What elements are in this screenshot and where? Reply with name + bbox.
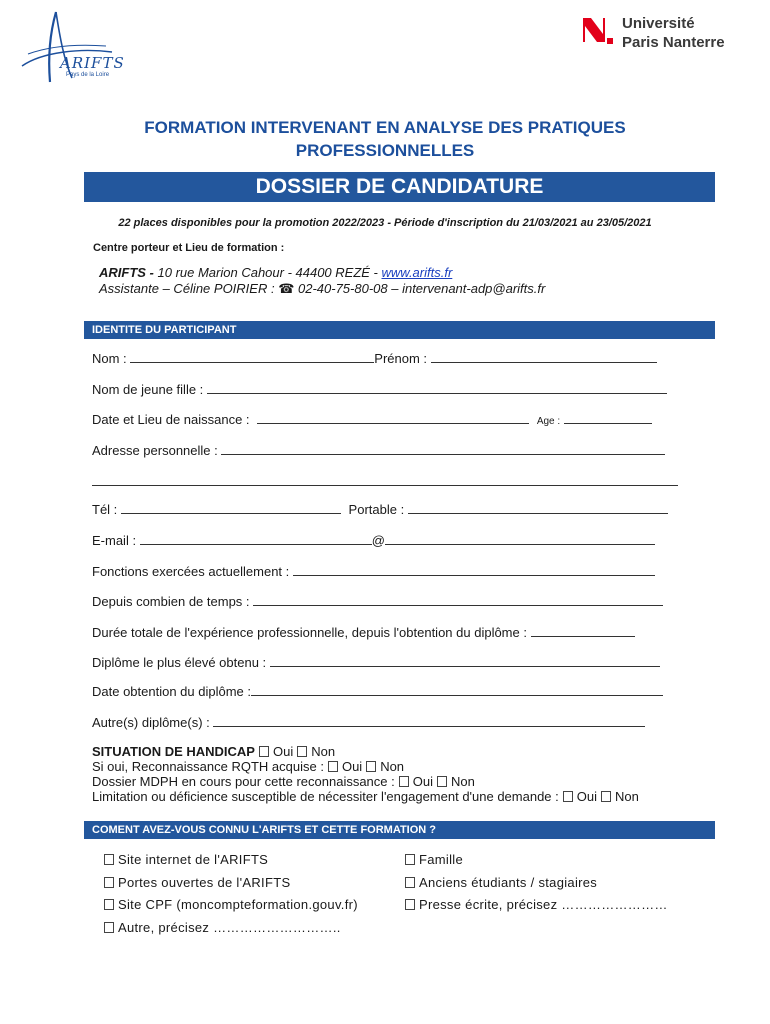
email-at: @ [371, 533, 385, 548]
portable-label: Portable : [348, 502, 405, 517]
email-field-domain[interactable] [385, 534, 655, 545]
handicap-non-label: Non [311, 744, 336, 759]
rqth-non-checkbox[interactable] [366, 761, 376, 772]
mdph-oui-label: Oui [412, 774, 433, 789]
diplome-row [92, 655, 660, 670]
title-line-2: PROFESSIONNELLES [295, 141, 475, 160]
depuis-label: Depuis combien de temps : [92, 594, 250, 609]
option-portes-ouvertes[interactable] [100, 875, 290, 890]
option-label: Site internet de l'ARIFTS [118, 852, 269, 867]
option-checkbox[interactable] [405, 899, 415, 910]
option-label: Portes ouvertes de l'ARIFTS [118, 875, 291, 890]
centre-address-line [99, 265, 452, 280]
date-diplome-label: Date obtention du diplôme : [92, 684, 251, 699]
centre-name: ARIFTS - [99, 265, 158, 280]
title-line-1: FORMATION INTERVENANT EN ANALYSE DES PRATIQUES [144, 118, 626, 137]
nom-jeune-fille-row [92, 382, 667, 397]
university-name [622, 14, 725, 52]
mdph-oui-checkbox[interactable] [399, 776, 409, 787]
arifts-wordmark: ARIFTS [60, 54, 125, 72]
nom-field[interactable] [130, 352, 374, 363]
handicap-oui-checkbox[interactable] [259, 746, 269, 757]
option-checkbox[interactable] [104, 899, 114, 910]
adresse-field[interactable] [221, 444, 665, 455]
option-checkbox[interactable] [104, 922, 114, 933]
tel-row [92, 502, 668, 517]
option-site-cpf[interactable] [100, 897, 358, 912]
website-link[interactable]: www.arifts.fr [381, 265, 453, 280]
option-presse[interactable] [401, 897, 668, 912]
email-label: E-mail : [92, 533, 137, 548]
option-checkbox[interactable] [405, 854, 415, 865]
option-checkbox[interactable] [104, 877, 114, 888]
phone-icon: ☎ [278, 281, 295, 296]
option-label: Autre, précisez ……………………….. [118, 920, 341, 935]
adresse-label: Adresse personnelle : [92, 443, 218, 458]
phone-email: 02-40-75-80-08 – intervenant-adp@arifts.fr [294, 281, 546, 296]
option-checkbox[interactable] [405, 877, 415, 888]
university-logo-icon [583, 16, 615, 46]
fonctions-row [92, 564, 655, 579]
autres-diplomes-field[interactable] [213, 716, 645, 727]
naissance-row [92, 412, 652, 427]
nom-label: Nom : [92, 351, 127, 366]
rqth-oui-checkbox[interactable] [328, 761, 338, 772]
limitation-row [92, 790, 639, 804]
nom-row [92, 351, 657, 366]
assistant-name: Assistante – Céline POIRIER : [99, 281, 279, 296]
adresse-row-2 [92, 474, 678, 489]
age-field[interactable] [564, 413, 652, 424]
centre-label: Centre porteur et Lieu de formation : [93, 242, 285, 254]
option-famille[interactable] [401, 852, 463, 867]
nom-jeune-fille-label: Nom de jeune fille : [92, 382, 204, 397]
handicap-row [92, 745, 335, 759]
option-label: Site CPF (moncompteformation.gouv.fr) [118, 897, 358, 912]
option-autre[interactable] [100, 920, 341, 935]
autres-diplomes-row [92, 715, 645, 730]
adresse-row [92, 443, 665, 458]
tel-field[interactable] [121, 503, 341, 514]
section-identite: IDENTITE DU PARTICIPANT [84, 321, 715, 339]
duree-row [92, 625, 635, 640]
prenom-label: Prénom : [374, 351, 428, 366]
option-checkbox[interactable] [104, 854, 114, 865]
option-label: Famille [419, 852, 463, 867]
limitation-non-label: Non [615, 789, 639, 804]
limitation-label: Limitation ou déficience susceptible de nécessiter l'engagement d'une demande : [92, 789, 559, 804]
places-info: 22 places disponibles pour la promotion 2022/2023 - Période d'inscription du 21/03/2021 au 23/05/2021 [118, 217, 652, 229]
option-anciens-etudiants[interactable] [401, 875, 597, 890]
arifts-region: Pays de la Loire [66, 72, 110, 78]
mdph-label: Dossier MDPH en cours pour cette reconnaissance : [92, 774, 395, 789]
university-line1: Université [622, 15, 695, 32]
assistant-line [99, 281, 545, 297]
email-row [92, 533, 655, 548]
section-connu: COMENT AVEZ-VOUS CONNU L'ARIFTS ET CETTE FORMATION ? [84, 821, 715, 839]
adresse-field-2[interactable] [92, 475, 678, 486]
naissance-label: Date et Lieu de naissance : [92, 412, 250, 427]
rqth-row [92, 760, 404, 774]
date-diplome-field[interactable] [251, 685, 663, 696]
age-label: Age : [536, 416, 561, 427]
duree-field[interactable] [531, 626, 635, 637]
fonctions-label: Fonctions exercées actuellement : [92, 564, 290, 579]
mdph-non-checkbox[interactable] [437, 776, 447, 787]
email-field-user[interactable] [140, 534, 372, 545]
dossier-banner: DOSSIER DE CANDIDATURE [84, 172, 715, 202]
nom-jeune-fille-field[interactable] [207, 383, 667, 394]
limitation-oui-checkbox[interactable] [563, 791, 573, 802]
handicap-oui-label: Oui [272, 744, 294, 759]
limitation-oui-label: Oui [576, 789, 597, 804]
option-label: Anciens étudiants / stagiaires [419, 875, 598, 890]
date-diplome-row [92, 684, 663, 699]
depuis-row [92, 594, 663, 609]
option-label: Presse écrite, précisez …………………… [419, 897, 668, 912]
rqth-non-label: Non [380, 759, 405, 774]
depuis-field[interactable] [253, 595, 663, 606]
naissance-field[interactable] [257, 413, 529, 424]
diplome-label: Diplôme le plus élevé obtenu : [92, 655, 267, 670]
handicap-title: SITUATION DE HANDICAP [92, 744, 255, 759]
rqth-oui-label: Oui [341, 759, 363, 774]
university-line2: Paris Nanterre [622, 34, 725, 51]
handicap-non-checkbox[interactable] [297, 746, 307, 757]
rqth-label: Si oui, Reconnaissance RQTH acquise : [92, 759, 324, 774]
diplome-field[interactable] [270, 656, 660, 667]
tel-label: Tél : [92, 502, 118, 517]
duree-label: Durée totale de l'expérience professionnelle, depuis l'obtention du diplôme : [92, 625, 527, 640]
mdph-row [92, 775, 475, 789]
autres-diplomes-label: Autre(s) diplôme(s) : [92, 715, 210, 730]
fonctions-field[interactable] [293, 565, 655, 576]
mdph-non-label: Non [450, 774, 475, 789]
centre-address: 10 rue Marion Cahour - 44400 REZÉ - [157, 265, 382, 280]
limitation-non-checkbox[interactable] [601, 791, 611, 802]
option-site-internet[interactable] [100, 852, 268, 867]
prenom-field[interactable] [431, 352, 657, 363]
portable-field[interactable] [408, 503, 668, 514]
